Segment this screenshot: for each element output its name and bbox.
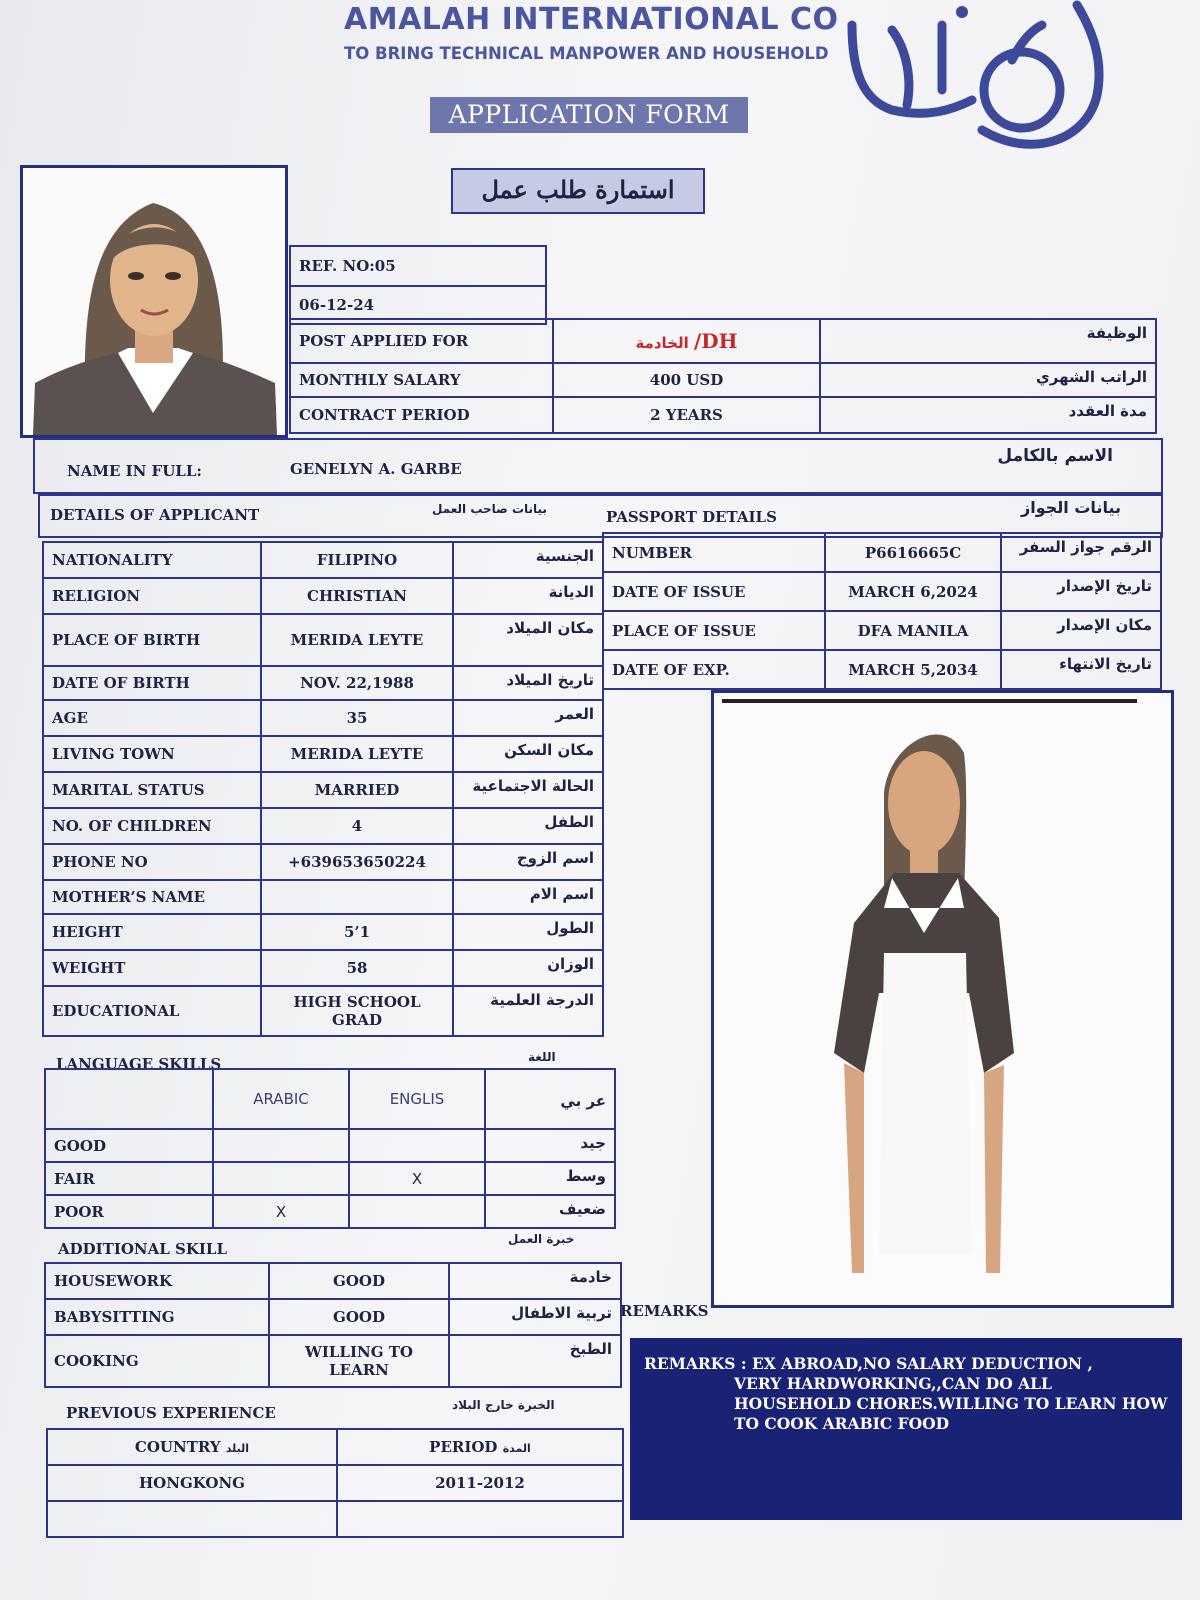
passport-details-heading: PASSPORT DETAILS bbox=[606, 508, 777, 526]
language-level-label: FAIR bbox=[45, 1162, 213, 1195]
detail-label: MOTHER’S NAME bbox=[43, 880, 261, 914]
applicant-details-heading: DETAILS OF APPLICANT bbox=[50, 506, 260, 524]
experience-country: HONGKONG bbox=[47, 1465, 337, 1501]
language-level-label-arabic: وسط bbox=[485, 1162, 615, 1195]
detail-value bbox=[261, 880, 453, 914]
detail-label: NO. OF CHILDREN bbox=[43, 808, 261, 844]
detail-label: PHONE NO bbox=[43, 844, 261, 880]
english-level-mark bbox=[349, 1195, 485, 1228]
reference-number: REF. NO:05 bbox=[290, 246, 546, 286]
detail-label: MARITAL STATUS bbox=[43, 772, 261, 808]
name-label: NAME IN FULL: bbox=[67, 462, 202, 480]
passport-label: NUMBER bbox=[603, 533, 825, 572]
remarks-line: HOUSEHOLD CHORES.WILLING TO LEARN HOW bbox=[734, 1394, 1168, 1413]
arabic-level-mark bbox=[213, 1129, 349, 1162]
passport-label: PLACE OF ISSUE bbox=[603, 611, 825, 650]
detail-label-arabic: الدرجة العلمية bbox=[453, 986, 603, 1036]
experience-empty-cell bbox=[47, 1501, 337, 1537]
english-column-header: ENGLIS bbox=[349, 1069, 485, 1129]
detail-label-arabic: مكان السكن bbox=[453, 736, 603, 772]
language-row bbox=[45, 1129, 615, 1162]
post-value-arabic: الخادمة bbox=[635, 334, 689, 352]
additional-skill-heading: ADDITIONAL SKILL bbox=[58, 1240, 228, 1258]
passport-value: DFA MANILA bbox=[825, 611, 1001, 650]
applicant-details-table bbox=[42, 541, 604, 1037]
detail-value: 35 bbox=[261, 700, 453, 736]
applicant-detail-row bbox=[43, 578, 603, 614]
remarks-label: REMARKS bbox=[620, 1302, 709, 1320]
detail-value: MERIDA LEYTE bbox=[261, 736, 453, 772]
applicant-detail-row bbox=[43, 666, 603, 700]
passport-label-arabic: تاريخ الانتهاء bbox=[1001, 650, 1161, 689]
passport-details-heading-arabic: بيانات الجواز bbox=[1021, 498, 1121, 517]
reference-table bbox=[289, 245, 547, 325]
detail-value: CHRISTIAN bbox=[261, 578, 453, 614]
applicant-details-heading-arabic: بيانات صاحب العمل bbox=[432, 502, 547, 516]
detail-label-arabic: تاريخ الميلاد bbox=[453, 666, 603, 700]
arabic-level-mark bbox=[213, 1162, 349, 1195]
language-level-label: GOOD bbox=[45, 1129, 213, 1162]
country-header-label: COUNTRY bbox=[134, 1438, 221, 1456]
detail-label-arabic: مكان الميلاد bbox=[453, 614, 603, 666]
additional-skill-heading-arabic: خبرة العمل bbox=[508, 1232, 575, 1246]
detail-label: NATIONALITY bbox=[43, 542, 261, 578]
post-value-code: /DH bbox=[694, 329, 738, 353]
reference-date: 06-12-24 bbox=[290, 286, 546, 324]
detail-label: PLACE OF BIRTH bbox=[43, 614, 261, 666]
applicant-portrait-photo bbox=[20, 165, 288, 438]
company-tagline: TO BRING TECHNICAL MANPOWER AND HOUSEHOLD bbox=[344, 44, 829, 63]
detail-label: RELIGION bbox=[43, 578, 261, 614]
language-corner-cell bbox=[45, 1069, 213, 1129]
post-applied-label: POST APPLIED FOR bbox=[290, 319, 553, 363]
form-title-arabic: استمارة طلب عمل bbox=[451, 168, 705, 214]
post-applied-label-arabic: الوظيفة bbox=[820, 319, 1156, 363]
country-column-header bbox=[47, 1429, 337, 1465]
language-row bbox=[45, 1195, 615, 1228]
language-level-label-arabic: جيد bbox=[485, 1129, 615, 1162]
experience-empty-cell bbox=[337, 1501, 623, 1537]
skill-label: HOUSEWORK bbox=[45, 1263, 269, 1299]
applicant-detail-row bbox=[43, 844, 603, 880]
contract-period-label: CONTRACT PERIOD bbox=[290, 397, 553, 433]
remarks-line: VERY HARDWORKING,,CAN DO ALL bbox=[734, 1374, 1052, 1393]
detail-label-arabic: الجنسية bbox=[453, 542, 603, 578]
remarks-line: REMARKS : EX ABROAD,NO SALARY DEDUCTION , bbox=[644, 1354, 1093, 1373]
previous-experience-heading: PREVIOUS EXPERIENCE bbox=[66, 1404, 276, 1422]
additional-skill-table bbox=[44, 1262, 622, 1388]
previous-experience-table bbox=[46, 1428, 624, 1538]
detail-label: LIVING TOWN bbox=[43, 736, 261, 772]
detail-label-arabic: اسم الام bbox=[453, 880, 603, 914]
language-level-label-arabic: ضعيف bbox=[485, 1195, 615, 1228]
form-title: APPLICATION FORM bbox=[430, 97, 748, 133]
detail-label: DATE OF BIRTH bbox=[43, 666, 261, 700]
skill-label: COOKING bbox=[45, 1335, 269, 1387]
passport-details-table bbox=[602, 532, 1162, 690]
detail-value: 4 bbox=[261, 808, 453, 844]
applicant-detail-row bbox=[43, 914, 603, 950]
period-column-header bbox=[337, 1429, 623, 1465]
experience-row bbox=[47, 1465, 623, 1501]
detail-label: AGE bbox=[43, 700, 261, 736]
passport-value: P6616665C bbox=[825, 533, 1001, 572]
passport-detail-row bbox=[603, 533, 1161, 572]
applicant-detail-row bbox=[43, 736, 603, 772]
detail-label: EDUCATIONAL bbox=[43, 986, 261, 1036]
name-row bbox=[33, 438, 1163, 494]
passport-detail-row bbox=[603, 650, 1161, 689]
english-level-mark bbox=[349, 1129, 485, 1162]
arabic-column-header-arabic: عر بي bbox=[485, 1069, 615, 1129]
language-level-label: POOR bbox=[45, 1195, 213, 1228]
contract-period-label-arabic: مدة العقدد bbox=[820, 397, 1156, 433]
name-value: GENELYN A. GARBE bbox=[290, 460, 462, 478]
applicant-detail-row bbox=[43, 808, 603, 844]
passport-label: DATE OF EXP. bbox=[603, 650, 825, 689]
skill-value: WILLING TO LEARN bbox=[269, 1335, 449, 1387]
remarks-line: TO COOK ARABIC FOOD bbox=[734, 1414, 950, 1433]
monthly-salary-label-arabic: الراتب الشهري bbox=[820, 363, 1156, 397]
company-name: AMALAH INTERNATIONAL CO bbox=[344, 2, 839, 37]
detail-value: HIGH SCHOOL GRAD bbox=[261, 986, 453, 1036]
period-header-label: PERIOD bbox=[429, 1438, 498, 1456]
detail-label-arabic: الطفل bbox=[453, 808, 603, 844]
remarks-box bbox=[630, 1338, 1182, 1520]
detail-label-arabic: الديانة bbox=[453, 578, 603, 614]
detail-label-arabic: العمر bbox=[453, 700, 603, 736]
passport-label-arabic: الرقم جواز السفر bbox=[1001, 533, 1161, 572]
detail-value: FILIPINO bbox=[261, 542, 453, 578]
detail-label-arabic: الوزان bbox=[453, 950, 603, 986]
skill-label-arabic: تربية الاطفال bbox=[449, 1299, 621, 1335]
detail-label-arabic: الحالة الاجتماعية bbox=[453, 772, 603, 808]
detail-value: +639653650224 bbox=[261, 844, 453, 880]
period-header-label-arabic: المدة bbox=[502, 1442, 531, 1455]
english-level-mark: X bbox=[349, 1162, 485, 1195]
applicant-detail-row bbox=[43, 772, 603, 808]
detail-label: WEIGHT bbox=[43, 950, 261, 986]
detail-value: 5’1 bbox=[261, 914, 453, 950]
passport-detail-row bbox=[603, 611, 1161, 650]
previous-experience-heading-arabic: الخبرة خارج البلاد bbox=[452, 1398, 555, 1412]
detail-value: MERIDA LEYTE bbox=[261, 614, 453, 666]
applicant-detail-row bbox=[43, 700, 603, 736]
name-label-arabic: الاسم بالكامل bbox=[997, 446, 1113, 466]
language-skills-heading-arabic: اللغة bbox=[528, 1050, 556, 1064]
passport-value: MARCH 5,2034 bbox=[825, 650, 1001, 689]
contract-period-value: 2 YEARS bbox=[553, 397, 820, 433]
post-table bbox=[289, 318, 1157, 434]
monthly-salary-value: 400 USD bbox=[553, 363, 820, 397]
skill-row bbox=[45, 1335, 621, 1387]
arabic-level-mark: X bbox=[213, 1195, 349, 1228]
passport-value: MARCH 6,2024 bbox=[825, 572, 1001, 611]
detail-label: HEIGHT bbox=[43, 914, 261, 950]
skill-row bbox=[45, 1263, 621, 1299]
applicant-detail-row bbox=[43, 880, 603, 914]
arabic-column-header: ARABIC bbox=[213, 1069, 349, 1129]
experience-period: 2011-2012 bbox=[337, 1465, 623, 1501]
passport-detail-row bbox=[603, 572, 1161, 611]
post-applied-value bbox=[553, 319, 820, 363]
applicant-full-body-photo bbox=[711, 690, 1174, 1308]
monthly-salary-label: MONTHLY SALARY bbox=[290, 363, 553, 397]
applicant-detail-row bbox=[43, 542, 603, 578]
detail-value: NOV. 22,1988 bbox=[261, 666, 453, 700]
applicant-detail-row bbox=[43, 614, 603, 666]
language-skills-heading: LANGUAGE SKILLS bbox=[56, 1055, 222, 1073]
skill-value: GOOD bbox=[269, 1299, 449, 1335]
amalah-logo bbox=[832, 0, 1122, 155]
detail-value: MARRIED bbox=[261, 772, 453, 808]
passport-label: DATE OF ISSUE bbox=[603, 572, 825, 611]
passport-label-arabic: تاريخ الإصدار bbox=[1001, 572, 1161, 611]
country-header-label-arabic: البلد bbox=[225, 1442, 250, 1455]
detail-label-arabic: الطول bbox=[453, 914, 603, 950]
skill-label: BABYSITTING bbox=[45, 1299, 269, 1335]
skill-label-arabic: خادمة bbox=[449, 1263, 621, 1299]
skill-row bbox=[45, 1299, 621, 1335]
passport-label-arabic: مكان الإصدار bbox=[1001, 611, 1161, 650]
skill-value: GOOD bbox=[269, 1263, 449, 1299]
language-row bbox=[45, 1162, 615, 1195]
detail-value: 58 bbox=[261, 950, 453, 986]
skill-label-arabic: الطبخ bbox=[449, 1335, 621, 1387]
applicant-detail-row bbox=[43, 950, 603, 986]
detail-label-arabic: اسم الزوج bbox=[453, 844, 603, 880]
applicant-detail-row bbox=[43, 986, 603, 1036]
language-skills-table bbox=[44, 1068, 616, 1229]
